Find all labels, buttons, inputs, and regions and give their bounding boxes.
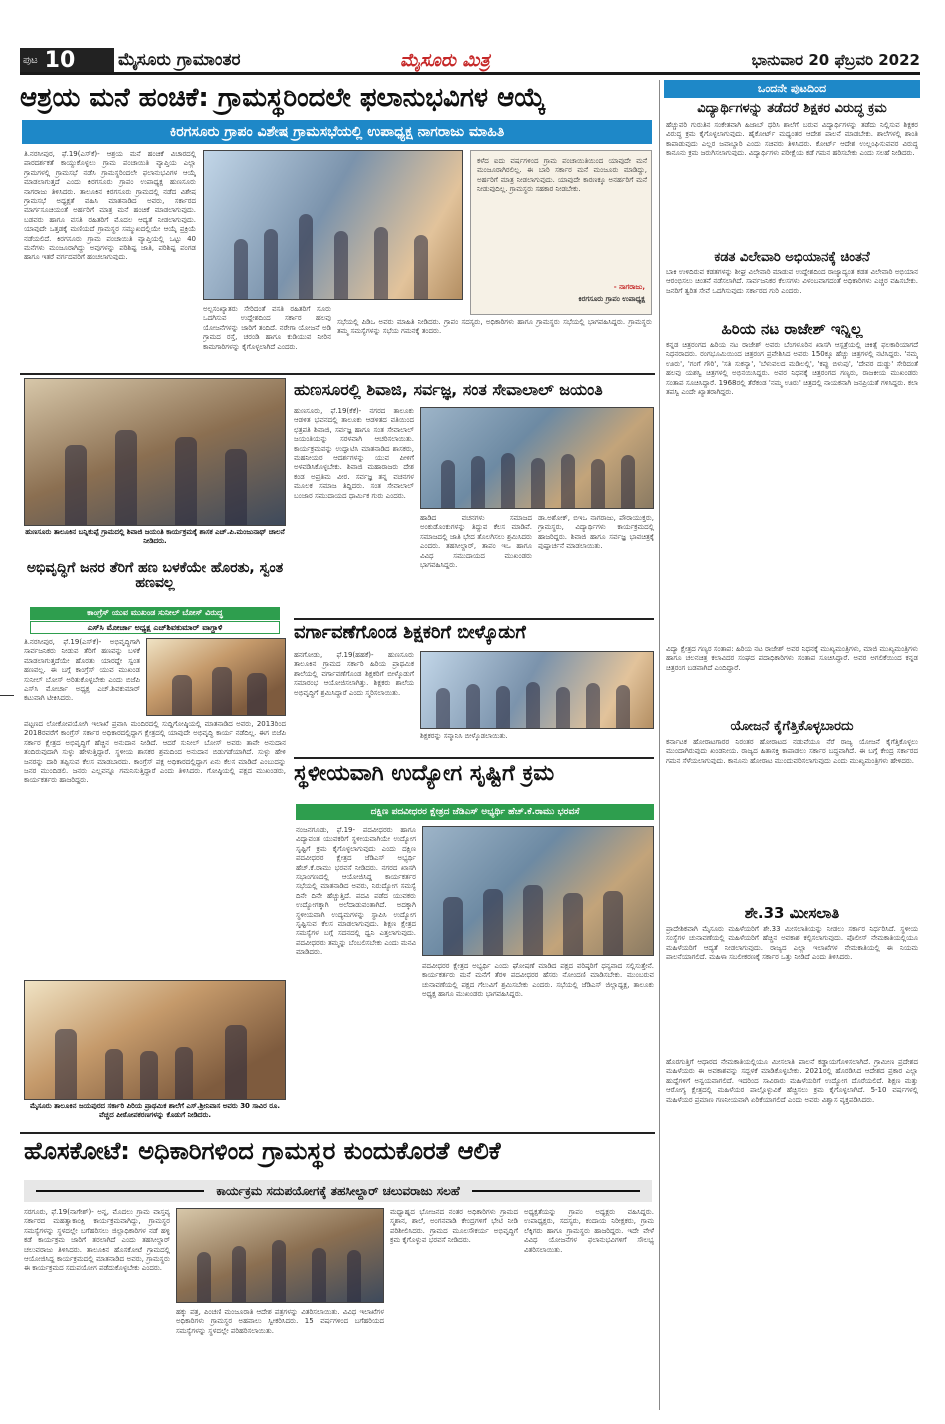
bottom-body-4: ಅಧ್ಯಕ್ಷತೆಯನ್ನು ಗ್ರಾಪಂ ಅಧ್ಯಕ್ಷರು ವಹಿಸಿದ್ದರು. ಉಪಾಧ್ಯಕ್ಷರು, ಸದಸ್ಯರು, ಕಂದಾಯ ನಿರೀಕ್ಷಕರು, ಗ್ರಾಮ ಲೆಕ್ಕಿಗರು ಹಾಗೂ ಗ್ರಾಮಸ್ಥರು ಹಾಜರಿದ್ದರು. ಇದೇ ವೇಳೆ ವಿವಿಧ ಯೋಜನೆಗಳ ಫಲಾನುಭವಿಗಳಿಗೆ ಸೌಲಭ್ಯ ವಿತರಿಸಲಾಯಿತು. bbox=[524, 1208, 654, 1254]
photo-caption-2: ಮೈಸೂರು ತಾಲೂಕಿನ ಜಯಪುರದ ಸರ್ಕಾರಿ ಪಿರಿಯ ಪ್ರಾಥಮಿಕ ಶಾಲೆಗೆ ಎಸ್.ಶ್ರೀನಿವಾಸ ಅವರು 30 ಸಾವಿರ ರೂ. ವೆಚ್ಚದ ಪೀಠೋಪಕರಣಗಳನ್ನು ಕೊಡುಗೆ ನೀಡಿದರು. bbox=[29, 1102, 281, 1119]
column-divider bbox=[659, 80, 660, 1410]
lead-subhead: ಕಿರಗಸೂರು ಗ್ರಾಪಂ ವಿಶೇಷ ಗ್ರಾಮಸಭೆಯಲ್ಲಿ ಉಪಾಧ್ಯಕ್ಷ ನಾಗರಾಜು ಮಾಹಿತಿ bbox=[22, 120, 652, 144]
lead-body-1: ತಿ.ನರಸೀಪುರ, ಫೆ.19(ಎಸ್‌ಕೆ)- ಆಶ್ರಯ ಮನೆ ಹಂಚಿಕೆ ವಿಚಾರದಲ್ಲಿ ಪಾರದರ್ಶಕತೆ ಕಾಯ್ದುಕೊಳ್ಳಲು ಗ್ರಾಮ ಪಂಚಾಯಿತಿ ವ್ಯಾಪ್ತಿಯ ಎಲ್ಲಾ ಗ್ರಾಮಗಳಲ್ಲಿ ಗ್ರಾಮಸಭೆ ನಡೆಸಿ ಗ್ರಾಮಸ್ಥರಿಂದಲೇ ಫಲಾನುಭವಿಗಳ ಆಯ್ಕೆ ಮಾಡಲಾಗುತ್ತದೆ ಎಂದು ಕಿರಗಸೂರು ಗ್ರಾಪಂ ಉಪಾಧ್ಯಕ್ಷ ಹುಣಸೂರು ನಾಗರಾಜು ತಿಳಿಸಿದರು. ತಾಲೂಕಿನ ಕಿರಗಸೂರು ಗ್ರಾಮದಲ್ಲಿ ನಡೆದ ವಿಶೇಷ ಗ್ರಾಮಸಭೆ ಅಧ್ಯಕ್ಷತೆ ವಹಿಸಿ ಮಾತನಾಡಿದ ಅವರು, ಸರ್ಕಾರದ ಮಾರ್ಗಸೂಚಿಯಂತೆ ಅರ್ಹರಿಗೆ ಮಾತ್ರ ಮನೆ ಹಂಚಿಕೆ ಮಾಡಲಾಗುವುದು. ಬಡವರು ಹಾಗೂ ವಸತಿ ರಹಿತರಿಗೆ ಮೊದಲ ಆದ್ಯತೆ ನೀಡಲಾಗುವುದು. ಯಾವುದೇ ಒತ್ತಡಕ್ಕೆ ಮಣಿಯದೆ ಗ್ರಾಮಸ್ಥರ ಸಮ್ಮುಖದಲ್ಲಿಯೇ ಆಯ್ಕೆ ಪ್ರಕ್ರಿಯೆ ನಡೆಯಲಿದೆ. ಕಿರಗಸೂರು ಗ್ರಾಮ ಪಂಚಾಯಿತಿ ವ್ಯಾಪ್ತಿಯಲ್ಲಿ ಒಟ್ಟು 40 ಮನೆಗಳು ಮಂಜೂರಾಗಿದ್ದು ಅವುಗಳನ್ನು ಪರಿಶಿಷ್ಟ ಜಾತಿ, ಪರಿಶಿಷ್ಟ ಪಂಗಡ ಹಾಗೂ ಇತರೆ ವರ್ಗದವರಿಗೆ ಹಂಚಲಾಗುವುದು. bbox=[24, 150, 196, 262]
story3-tag-2: ಎಸ್‌ಸಿ ಮೋರ್ಚಾ ಅಧ್ಯಕ್ಷ ಎಚ್‌ಶಿವಕುಮಾರ್ ವಾಗ್ದಾಳಿ bbox=[30, 621, 280, 634]
edge-mark bbox=[0, 695, 14, 696]
bottom-body-2: ಹಕ್ಕು ಪತ್ರ, ಪಿಂಚಣಿ ಮಂಜೂರಾತಿ ಆದೇಶ ಪತ್ರಗಳನ್ನು ವಿತರಿಸಲಾಯಿತು. ವಿವಿಧ ಇಲಾಖೆಗಳ ಅಧಿಕಾರಿಗಳು ಗ್ರಾಮಸ್ಥರ ಅಹವಾಲು ಸ್ವೀಕರಿಸಿದರು. 15 ವರ್ಷಗಳಿಂದ ಬಗೆಹರಿಯದ ಸಮಸ್ಯೆಗಳನ್ನು ಸ್ಥಳದಲ್ಲೇ ಪರಿಹರಿಸಲಾಯಿತು. bbox=[176, 1308, 384, 1335]
quote-role: ಕಿರಗಸೂರು ಗ್ರಾಪಂ ಉಪಾಧ್ಯಕ್ಷ bbox=[578, 295, 645, 303]
paper-logo: ಮೈಸೂರು ಮಿತ್ರ bbox=[400, 49, 490, 71]
story5-top-rule bbox=[294, 757, 654, 759]
right-body-3b: ವಿದ್ಯಾ ಕ್ಷೇತ್ರದ ಗಣ್ಯರ ಸಂತಾಪ: ಹಿರಿಯ ನಟ ರಾಜೇಶ್ ಅವರ ನಿಧನಕ್ಕೆ ಮುಖ್ಯಮಂತ್ರಿಗಳು, ಮಾಜಿ ಮುಖ್ಯಮಂತ್ರಿಗಳು ಹಾಗೂ ಚಲನಚಿತ್ರ ಕಲಾವಿದರ ಸಂಘದ ಪದಾಧಿಕಾರಿಗಳು ಸಂತಾಪ ಸೂಚಿಸಿದ್ದಾರೆ. ಅವರ ಅಗಲಿಕೆಯಿಂದ ಕನ್ನಡ ಚಿತ್ರರಂಗ ಬಡವಾಗಿದೆ ಎಂದಿದ್ದಾರೆ. bbox=[666, 645, 918, 672]
story3-body-1: ತಿ.ನರಸೀಪುರ, ಫೆ.19(ಎಸ್‌ಕೆ)- ಅಭಿವೃದ್ಧಿಗಾಗಿ ಸಾರ್ವಜನಿಕರು ನೀಡುವ ತೆರಿಗೆ ಹಣವನ್ನು ಬಳಕೆ ಮಾಡಲಾಗುತ್ತದೆಯೇ ಹೊರತು ಯಾರದ್ದೇ ಸ್ವಂತ ಹಣವಲ್ಲ. ಈ ಬಗ್ಗೆ ಕಾಂಗ್ರೆಸ್ ಯುವ ಮುಖಂಡ ಸುನೀಲ್ ಬೋಸ್ ಅರಿತುಕೊಳ್ಳಬೇಕು ಎಂದು ಬಿಜೆಪಿ ಎಸ್‌ಸಿ ಮೋರ್ಚಾ ಅಧ್ಯಕ್ಷ ಎಚ್.ಶಿವಕುಮಾರ್ ಕಟುವಾಗಿ ಟೀಕಿಸಿದರು. bbox=[24, 638, 140, 703]
bottom-subhead: ಕಾರ್ಯಕ್ರಮ ಸದುಪಯೋಗಕ್ಕೆ ತಹಸೀಲ್ದಾರ್ ಚಲುವರಾಜು ಸಲಹೆ bbox=[216, 1183, 460, 1198]
page-number: 10 bbox=[44, 47, 76, 73]
right-headline-3: ಹಿರಿಯ ನಟ ರಾಜೇಶ್ ಇನ್ನಿಲ್ಲ bbox=[721, 320, 863, 338]
right-headline-2: ಕಡತ ವಿಲೇವಾರಿ ಅಭಿಯಾನಕ್ಕೆ ಚಿಂತನೆ bbox=[714, 250, 870, 265]
shivaji-photo bbox=[24, 378, 286, 526]
masthead-rule bbox=[20, 72, 920, 75]
right-headline-1: ವಿದ್ಯಾರ್ಥಿಗಳನ್ನು ತಡೆದರೆ ಶಿಕ್ಷಕರ ವಿರುದ್ಧ ಕ್ರಮ bbox=[697, 101, 887, 116]
story4-body-1: ಹನಗೋಡು, ಫೆ.19(ಹಹಕೆ)- ಹುಣಸೂರು ತಾಲೂಕಿನ ಗ್ರಾಮದ ಸರ್ಕಾರಿ ಹಿರಿಯ ಪ್ರಾಥಮಿಕ ಶಾಲೆಯಲ್ಲಿ ವರ್ಗಾವಣೆಗೊಂಡ ಶಿಕ್ಷಕರಿಗೆ ಬೀಳ್ಕೊಡುಗೆ ಸಮಾರಂಭ ಆಯೋಜಿಸಲಾಗಿತ್ತು. ಶಿಕ್ಷಕರು ಶಾಲೆಯ ಅಭಿವೃದ್ಧಿಗೆ ಶ್ರಮಿಸಿದ್ದಾರೆ ಎಂದು ಸ್ಮರಿಸಲಾಯಿತು. bbox=[294, 651, 414, 697]
lead-quote: ಕಳೆದ ಐದು ವರ್ಷಗಳಿಂದ ಗ್ರಾಮ ಪಂಚಾಯಿತಿಯಿಂದ ಯಾವುದೇ ಮನೆ ಮಂಜೂರಾಗಿರಲಿಲ್ಲ. ಈ ಬಾರಿ ಸರ್ಕಾರ ಮನೆ ಮಂಜೂರು ಮಾಡಿದ್ದು, ಅರ್ಹರಿಗೆ ಮಾತ್ರ ನೀಡಲಾಗುವುದು. ಯಾವುದೇ ಕಾರಣಕ್ಕೂ ಅನರ್ಹರಿಗೆ ಮನೆ ನೀಡುವುದಿಲ್ಲ. ಗ್ರಾಮಸ್ಥರು ಸಹಕಾರ ನೀಡಬೇಕು. bbox=[477, 157, 647, 194]
subhead-dash-left bbox=[36, 1190, 204, 1192]
right-body-4: ಕರ್ನಾಟಕ ಹೋರಾಟಗಾರರ ನಿರಂತರ ಹೋರಾಟದ ನಡುವೆಯೂ ನೆರೆ ರಾಜ್ಯ ಯೋಜನೆ ಕೈಗೆತ್ತಿಕೊಳ್ಳಲು ಮುಂದಾಗಿರುವುದು ಖಂಡನೀಯ. ರಾಜ್ಯದ ಹಿತಾಸಕ್ತಿ ಕಾಪಾಡಲು ಸರ್ಕಾರ ಬದ್ಧವಾಗಿದೆ. ಈ ಬಗ್ಗೆ ಕೇಂದ್ರ ಸರ್ಕಾರದ ಗಮನ ಸೆಳೆಯಲಾಗುವುದು. ಕಾನೂನು ಹೋರಾಟ ಮುಂದುವರಿಸಲಾಗುವುದು ಎಂದು ಮುಖ್ಯಮಂತ್ರಿಗಳು ಹೇಳಿದರು. bbox=[666, 738, 918, 765]
story3-photo bbox=[146, 638, 286, 716]
bottom-top-rule bbox=[20, 1132, 655, 1134]
story2-headline: ಹುಣಸೂರಲ್ಲಿ ಶಿವಾಜಿ, ಸರ್ವಜ್ಞ, ಸಂತ ಸೇವಾಲಾಲ್ ಜಯಂತಿ bbox=[294, 381, 603, 399]
story4-headline: ವರ್ಗಾವಣೆಗೊಂಡ ಶಿಕ್ಷಕರಿಗೆ ಬೀಳ್ಕೊಡುಗೆ bbox=[294, 623, 526, 643]
story5-photo bbox=[422, 826, 654, 956]
right-body-5: ಪ್ರಾದೇಶಿಕವಾಗಿ ಮೈಸೂರು ಮಹಿಳೆಯರಿಗೆ ಶೇ.33 ಮೀಸಲಾತಿಯನ್ನು ನೀಡಲು ಸರ್ಕಾರ ನಿರ್ಧರಿಸಿದೆ. ಸ್ಥಳೀಯ ಸಂಸ್ಥೆಗಳ ಚುನಾವಣೆಯಲ್ಲಿ ಮಹಿಳೆಯರಿಗೆ ಹೆಚ್ಚಿನ ಅವಕಾಶ ಕಲ್ಪಿಸಲಾಗುವುದು. ಪೊಲೀಸ್ ನೇಮಕಾತಿಯಲ್ಲಿಯೂ ಮಹಿಳೆಯರಿಗೆ ಆದ್ಯತೆ ನೀಡಲಾಗುವುದು. ರಾಜ್ಯದ ಎಲ್ಲಾ ಇಲಾಖೆಗಳ ನೇಮಕಾತಿಯಲ್ಲಿ ಈ ನಿಯಮ ಪಾಲನೆಯಾಗಲಿದೆ. ಮಹಿಳಾ ಸಬಲೀಕರಣಕ್ಕೆ ಸರ್ಕಾರ ಒತ್ತು ನೀಡಿದೆ ಎಂದು ತಿಳಿಸಿದರು. bbox=[666, 925, 918, 962]
page-number-box bbox=[20, 48, 114, 72]
lead-quote-box bbox=[470, 150, 652, 315]
right-top-bar: ಒಂದನೇ ಪುಟದಿಂದ bbox=[664, 80, 920, 98]
right-body-2: ಬಾಕಿ ಉಳಿದಿರುವ ಕಡತಗಳನ್ನು ಶೀಘ್ರ ವಿಲೇವಾರಿ ಮಾಡುವ ಉದ್ದೇಶದಿಂದ ರಾಜ್ಯಾದ್ಯಂತ ಕಡತ ವಿಲೇವಾರಿ ಅಭಿಯಾನ ಆರಂಭಿಸಲು ಚಿಂತನೆ ನಡೆಸಲಾಗಿದೆ. ಸಾರ್ವಜನಿಕರ ಕೆಲಸಗಳು ವಿಳಂಬವಾಗದಂತೆ ಅಧಿಕಾರಿಗಳು ಎಚ್ಚರ ವಹಿಸಬೇಕು. ಜನರಿಗೆ ತ್ವರಿತ ಸೇವೆ ಒದಗಿಸುವುದು ಸರ್ಕಾರದ ಗುರಿ ಎಂದರು. bbox=[666, 268, 918, 295]
story4-top-rule bbox=[294, 618, 654, 620]
right-body-5b: ಹೊರಗುತ್ತಿಗೆ ಆಧಾರದ ನೇಮಕಾತಿಯಲ್ಲಿಯೂ ಮೀಸಲಾತಿ ಪಾಲನೆ ಕಡ್ಡಾಯಗೊಳಿಸಲಾಗಿದೆ. ಗ್ರಾಮೀಣ ಪ್ರದೇಶದ ಮಹಿಳೆಯರು ಈ ಅವಕಾಶವನ್ನು ಸದ್ಬಳಕೆ ಮಾಡಿಕೊಳ್ಳಬೇಕು. 2021ರಲ್ಲಿ ಹೊರಡಿಸಿದ ಆದೇಶದ ಪ್ರಕಾರ ಎಲ್ಲಾ ಹುದ್ದೆಗಳಿಗೆ ಅನ್ವಯವಾಗಲಿದೆ. ಇದರಿಂದ ಸಾವಿರಾರು ಮಹಿಳೆಯರಿಗೆ ಉದ್ಯೋಗ ದೊರೆಯಲಿದೆ. ಶಿಕ್ಷಣ ಮತ್ತು ಆರೋಗ್ಯ ಕ್ಷೇತ್ರದಲ್ಲಿ ಮಹಿಳೆಯರ ಪಾಲ್ಗೊಳ್ಳುವಿಕೆ ಹೆಚ್ಚಿಸಲು ಕ್ರಮ ಕೈಗೊಳ್ಳಲಾಗಿದೆ. 5-10 ವರ್ಷಗಳಲ್ಲಿ ಮಹಿಳೆಯರ ಪ್ರಮಾಣ ಗಣನೀಯವಾಗಿ ಏರಿಕೆಯಾಗಲಿದೆ ಎಂದು ಅವರು ವಿಶ್ವಾಸ ವ್ಯಕ್ತಪಡಿಸಿದರು. bbox=[666, 1058, 918, 1104]
lead-body-col1 bbox=[24, 150, 196, 370]
story3-tag-1: ಕಾಂಗ್ರೆಸ್ ಯುವ ಮುಖಂಡ ಸುನೀಲ್ ಬೋಸ್ ವಿರುದ್ಧ bbox=[30, 607, 280, 620]
bottom-body-3: ಮಧ್ಯಾಹ್ನದ ಭೋಜನದ ನಂತರ ಅಧಿಕಾರಿಗಳು ಗ್ರಾಮದ ಸ್ಮಶಾನ, ಶಾಲೆ, ಅಂಗನವಾಡಿ ಕೇಂದ್ರಗಳಿಗೆ ಭೇಟಿ ನೀಡಿ ಪರಿಶೀಲಿಸಿದರು. ಗ್ರಾಮದ ಮೂಲಸೌಕರ್ಯ ಅಭಿವೃದ್ಧಿಗೆ ಕ್ರಮ ಕೈಗೊಳ್ಳುವ ಭರವಸೆ ನೀಡಿದರು. bbox=[390, 1208, 518, 1245]
story2-body-2: ಹಾಡಿದ ವಚನಗಳು ಸಮಾಜದ ಅಂಕುಡೊಂಕುಗಳನ್ನು ತಿದ್ದುವ ಕೆಲಸ ಮಾಡಿವೆ. ಸಮಾಜದಲ್ಲಿ ಜಾತಿ ಭೇದ ತೊಲಗಿಸಲು ಶ್ರಮಿಸಿದರು ಎಂದರು. ತಹಸೀಲ್ದಾರ್, ತಾಪಂ ಇಒ ಹಾಗೂ ವಿವಿಧ ಸಮುದಾಯದ ಮುಖಂಡರು ಭಾಗವಹಿಸಿದ್ದರು. bbox=[420, 514, 532, 570]
page-label: ಪುಟ bbox=[23, 54, 38, 66]
story5-body-1: ನಂಜನಗೂಡು, ಫೆ.19- ಪದವೀಧರರು ಹಾಗೂ ವಿದ್ಯಾವಂತ ಯುವಕರಿಗೆ ಸ್ಥಳೀಯವಾಗಿಯೇ ಉದ್ಯೋಗ ಸೃಷ್ಟಿಗೆ ಕ್ರಮ ಕೈಗೊಳ್ಳಲಾಗುವುದು ಎಂದು ದಕ್ಷಿಣ ಪದವೀಧರರ ಕ್ಷೇತ್ರದ ಜೆಡಿಎಸ್ ಅಭ್ಯರ್ಥಿ ಹೆಚ್.ಕೆ.ರಾಮು ಭರವಸೆ ನೀಡಿದರು. ನಗರದ ಖಾಸಗಿ ಸಭಾಂಗಣದಲ್ಲಿ ಆಯೋಜಿಸಿದ್ದ ಕಾರ್ಯಕರ್ತರ ಸಭೆಯಲ್ಲಿ ಮಾತನಾಡಿದ ಅವರು, ನಿರುದ್ಯೋಗ ಸಮಸ್ಯೆ ದಿನೇ ದಿನೇ ಹೆಚ್ಚುತ್ತಿದೆ. ಪದವಿ ಪಡೆದ ಯುವಕರು ಉದ್ಯೋಗಕ್ಕಾಗಿ ಅಲೆದಾಡುವಂತಾಗಿದೆ. ಅದಕ್ಕಾಗಿ ಸ್ಥಳೀಯವಾಗಿ ಉದ್ಯಮಗಳನ್ನು ಸ್ಥಾಪಿಸಿ ಉದ್ಯೋಗ ಸೃಷ್ಟಿಸುವ ಕೆಲಸ ಮಾಡಲಾಗುವುದು. ಶಿಕ್ಷಣ ಕ್ಷೇತ್ರದ ಸಮಸ್ಯೆಗಳ ಬಗ್ಗೆ ಸದನದಲ್ಲಿ ಧ್ವನಿ ಎತ್ತಲಾಗುವುದು. ಪದವೀಧರರು ತಮ್ಮನ್ನು ಬೆಂಬಲಿಸಬೇಕು ಎಂದು ಮನವಿ ಮಾಡಿದರು. bbox=[296, 826, 416, 957]
lead-headline: ಆಶ್ರಯ ಮನೆ ಹಂಚಿಕೆ: ಗ್ರಾಮಸ್ಥರಿಂದಲೇ ಫಲಾನುಭವಿಗಳ ಆಯ್ಕೆ bbox=[20, 84, 546, 113]
bottom-subhead-bar bbox=[24, 1180, 652, 1202]
right-headline-4: ಯೋಜನೆ ಕೈಗೆತ್ತಿಕೊಳ್ಳಬಾರದು bbox=[730, 719, 854, 734]
lead-body-2: ಅಲ್ಪಸಂಖ್ಯಾತರು ಸೇರಿದಂತೆ ವಸತಿ ರಹಿತರಿಗೆ ಸೂರು ಒದಗಿಸುವ ಉದ್ದೇಶದಿಂದ ಸರ್ಕಾರ ಹಲವು ಯೋಜನೆಗಳನ್ನು ಜಾರಿಗೆ ತಂದಿದೆ. ನರೇಗಾ ಯೋಜನೆ ಅಡಿ ಗ್ರಾಮದ ರಸ್ತೆ, ಚರಂಡಿ ಹಾಗೂ ಕುಡಿಯುವ ನೀರಿನ ಕಾಮಗಾರಿಗಳನ್ನು ಕೈಗೊಳ್ಳಲಾಗಿದೆ ಎಂದರು. bbox=[203, 305, 331, 351]
lead-photo bbox=[203, 150, 463, 300]
bottom-headline: ಹೊಸಕೋಟೆ: ಅಧಿಕಾರಿಗಳಿಂದ ಗ್ರಾಮಸ್ಥರ ಕುಂದುಕೊರತೆ ಆಲಿಕೆ bbox=[24, 1138, 501, 1165]
section-name: ಮೈಸೂರು ಗ್ರಾಮಾಂತರ bbox=[118, 50, 241, 70]
quote-signature: - ನಾಗರಾಜು, bbox=[613, 283, 645, 291]
bottom-photo bbox=[176, 1208, 384, 1303]
story3-headline: ಅಭಿವೃದ್ಧಿಗೆ ಜನರ ತೆರಿಗೆ ಹಣ ಬಳಕೆಯೇ ಹೊರತು, ಸ್ವಂತ ಹಣವಲ್ಲ bbox=[26, 561, 284, 592]
bottom-body-1: ಸರಗೂರು, ಫೆ.19(ನಾಗೇಶ್)- ಅನ್ನ, ಮೊದಲು ಗ್ರಾಮ ವಾಸ್ತವ್ಯ ಸರ್ಕಾರದ ಮಹತ್ವಾಕಾಂಕ್ಷಿ ಕಾರ್ಯಕ್ರಮವಾಗಿದ್ದು, ಗ್ರಾಮಸ್ಥರ ಸಮಸ್ಯೆಗಳನ್ನು ಸ್ಥಳದಲ್ಲೇ ಬಗೆಹರಿಸಲು ಜಿಲ್ಲಾಧಿಕಾರಿಗಳ ನಡೆ ಹಳ್ಳಿ ಕಡೆ ಕಾರ್ಯಕ್ರಮ ಜಾರಿಗೆ ತರಲಾಗಿದೆ ಎಂದು ತಹಸೀಲ್ದಾರ್ ಚಲುವರಾಜು ತಿಳಿಸಿದರು. ತಾಲೂಕಿನ ಹೊಸಕೋಟೆ ಗ್ರಾಮದಲ್ಲಿ ಆಯೋಜಿಸಿದ್ದ ಕಾರ್ಯಕ್ರಮದಲ್ಲಿ ಮಾತನಾಡಿದ ಅವರು, ಗ್ರಾಮಸ್ಥರು ಈ ಕಾರ್ಯಕ್ರಮದ ಸದುಪಯೋಗ ಪಡೆದುಕೊಳ್ಳಬೇಕು ಎಂದರು. bbox=[24, 1208, 170, 1273]
story5-body-2: ಪದವೀಧರರ ಕ್ಷೇತ್ರದ ಅಭ್ಯರ್ಥಿ ಎಂದು ಘೋಷಣೆ ಮಾಡಿದ ಪಕ್ಷದ ವರಿಷ್ಠರಿಗೆ ಧನ್ಯವಾದ ಸಲ್ಲಿಸುತ್ತೇನೆ. ಕಾರ್ಯಕರ್ತರು ಮನೆ ಮನೆಗೆ ತೆರಳಿ ಪದವೀಧರರ ಹೆಸರು ನೋಂದಣಿ ಮಾಡಿಸಬೇಕು. ಮುಂಬರುವ ಚುನಾವಣೆಯಲ್ಲಿ ಪಕ್ಷದ ಗೆಲುವಿಗೆ ಶ್ರಮಿಸಬೇಕು ಎಂದರು. ಸಭೆಯಲ್ಲಿ ಜೆಡಿಎಸ್ ಜಿಲ್ಲಾಧ್ಯಕ್ಷ, ತಾಲೂಕು ಅಧ್ಯಕ್ಷ ಹಾಗೂ ಮುಖಂಡರು ಭಾಗವಹಿಸಿದ್ದರು. bbox=[422, 962, 654, 999]
story2-body-3: ಡಾ.ಅಶೋಕ್, ಬಿಇಒ ನಾಗರಾಜು, ಪೌರಾಯುಕ್ತರು, ಗ್ರಾಮಸ್ಥರು, ವಿದ್ಯಾರ್ಥಿಗಳು ಕಾರ್ಯಕ್ರಮದಲ್ಲಿ ಹಾಜರಿದ್ದರು. ಶಿವಾಜಿ ಹಾಗೂ ಸರ್ವಜ್ಞ ಭಾವಚಿತ್ರಕ್ಕೆ ಪುಷ್ಪಾರ್ಚನೆ ಮಾಡಲಾಯಿತು. bbox=[538, 514, 654, 551]
subhead-dash-right bbox=[472, 1190, 640, 1192]
lead-bottom-rule bbox=[20, 373, 655, 375]
right-body-1: ಹೆಚ್ಚುವರಿ ಗುರುತಿನ ಸಂಕೇತವಾಗಿ ಹಿಜಾಬ್ ಧರಿಸಿ ಶಾಲೆಗೆ ಬರುವ ವಿದ್ಯಾರ್ಥಿಗಳನ್ನು ತಡೆದು ನಿಲ್ಲಿಸುವ ಶಿಕ್ಷಕರ ವಿರುದ್ಧ ಕ್ರಮ ಕೈಗೊಳ್ಳಲಾಗುವುದು. ಹೈಕೋರ್ಟ್ ಮಧ್ಯಂತರ ಆದೇಶ ಪಾಲನೆ ಮಾಡಬೇಕು. ಶಾಲೆಗಳಲ್ಲಿ ಶಾಂತಿ ಕಾಪಾಡುವುದು ಎಲ್ಲರ ಜವಾಬ್ದಾರಿ ಎಂದು ಸಚಿವರು ತಿಳಿಸಿದರು. ಕೋರ್ಟ್ ಆದೇಶ ಉಲ್ಲಂಘಿಸುವವರ ವಿರುದ್ಧ ಕಾನೂನು ಕ್ರಮ ಜರುಗಿಸಲಾಗುವುದು. ವಿದ್ಯಾರ್ಥಿಗಳು ಪರೀಕ್ಷೆಯ ಕಡೆ ಗಮನ ಹರಿಸಬೇಕು ಎಂದು ಸಲಹೆ ನೀಡಿದರು. bbox=[666, 121, 918, 158]
lead-body-3: ಸಭೆಯಲ್ಲಿ ಪಿಡಿಒ ಅವರು ಮಾಹಿತಿ ನೀಡಿದರು. ಗ್ರಾಪಂ ಸದಸ್ಯರು, ಅಧಿಕಾರಿಗಳು ಹಾಗೂ ಗ್ರಾಮಸ್ಥರು ಸಭೆಯಲ್ಲಿ ಭಾಗವಹಿಸಿದ್ದರು. ಗ್ರಾಮಸ್ಥರು ತಮ್ಮ ಸಮಸ್ಯೆಗಳನ್ನು ಸಭೆಯ ಗಮನಕ್ಕೆ ತಂದರು. bbox=[337, 318, 652, 336]
story2-body-1: ಹುಣಸೂರು, ಫೆ.19(ಕೆಕೆ)- ನಗರದ ತಾಲೂಕು ಆಡಳಿತ ಭವನದಲ್ಲಿ ತಾಲೂಕು ಆಡಳಿತದ ವತಿಯಿಂದ ಛತ್ರಪತಿ ಶಿವಾಜಿ, ಸರ್ವಜ್ಞ ಹಾಗೂ ಸಂತ ಸೇವಾಲಾಲ್ ಜಯಂತಿಯನ್ನು ಸರಳವಾಗಿ ಆಚರಿಸಲಾಯಿತು. ಕಾರ್ಯಕ್ರಮವನ್ನು ಉದ್ಘಾಟಿಸಿ ಮಾತನಾಡಿದ ಶಾಸಕರು, ಮಹನೀಯರ ಆದರ್ಶಗಳನ್ನು ಯುವ ಪೀಳಿಗೆ ಅಳವಡಿಸಿಕೊಳ್ಳಬೇಕು. ಶಿವಾಜಿ ಮಹಾರಾಜರು ದೇಶ ಕಂಡ ಅಪ್ರತಿಮ ವೀರ. ಸರ್ವಜ್ಞ ತನ್ನ ವಚನಗಳ ಮೂಲಕ ಸಮಾಜ ತಿದ್ದಿದರು. ಸಂತ ಸೇವಾಲಾಲ್ ಬಂಜಾರ ಸಮುದಾಯದ ಧಾರ್ಮಿಕ ಗುರು ಎಂದರು. bbox=[294, 407, 414, 500]
photo-caption-1: ಹುಣಸೂರು ತಾಲೂಕಿನ ಬನ್ನಿಕುಪ್ಪೆ ಗ್ರಾಮದಲ್ಲಿ ಶಿವಾಜಿ ಜಯಂತಿ ಕಾರ್ಯಕ್ರಮಕ್ಕೆ ಶಾಸಕ ಎಚ್.ಪಿ.ಮಂಜುನಾಥ್ ಚಾಲನೆ ನೀಡಿದರು. bbox=[25, 528, 285, 545]
story5-headline: ಸ್ಥಳೀಯವಾಗಿ ಉದ್ಯೋಗ ಸೃಷ್ಟಿಗೆ ಕ್ರಮ bbox=[294, 762, 555, 786]
school-photo bbox=[24, 980, 286, 1100]
story4-caption: ಶಿಕ್ಷಕರನ್ನು ಸನ್ಮಾನಿಸಿ ಬೀಳ್ಕೊಡಲಾಯಿತು. bbox=[420, 732, 508, 740]
right-body-3: ಕನ್ನಡ ಚಿತ್ರರಂಗದ ಹಿರಿಯ ನಟ ರಾಜೇಶ್ ಅವರು ಬೆಂಗಳೂರಿನ ಖಾಸಗಿ ಆಸ್ಪತ್ರೆಯಲ್ಲಿ ಚಿಕಿತ್ಸೆ ಫಲಕಾರಿಯಾಗದೆ ನಿಧನರಾದರು. ರಂಗಭೂಮಿಯಿಂದ ಚಿತ್ರರಂಗ ಪ್ರವೇಶಿಸಿದ ಅವರು 150ಕ್ಕೂ ಹೆಚ್ಚು ಚಿತ್ರಗಳಲ್ಲಿ ನಟಿಸಿದ್ದರು. 'ನಮ್ಮ ಊರು', 'ಗಂಗೆ ಗೌರಿ', 'ಸತಿ ಸುಕನ್ಯಾ', 'ಬೆಳುವಲದ ಮಡಿಲಲ್ಲಿ', 'ಕಪ್ಪು ಬಿಳುಪು', 'ದೇವರ ದುಡ್ಡು' ಸೇರಿದಂತೆ ಹಲವು ಯಶಸ್ವಿ ಚಿತ್ರಗಳಲ್ಲಿ ಅಭಿನಯಿಸಿದ್ದರು. ಅವರ ನಿಧನಕ್ಕೆ ಚಿತ್ರರಂಗದ ಗಣ್ಯರು, ರಾಜಕೀಯ ಮುಖಂಡರು ಸಂತಾಪ ಸೂಚಿಸಿದ್ದಾರೆ. 1968ರಲ್ಲಿ ತೆರೆಕಂಡ 'ನಮ್ಮ ಊರು' ಚಿತ್ರದಲ್ಲಿ ನಾಯಕನಾಗಿ ಜನಪ್ರಿಯತೆ ಗಳಿಸಿದ್ದರು. ಕಲಾ ತಪಸ್ವಿ ಎಂದೇ ಖ್ಯಾತರಾಗಿದ್ದರು. bbox=[666, 341, 918, 397]
story4-photo bbox=[420, 651, 654, 729]
right-headline-5: ಶೇ.33 ಮೀಸಲಾತಿ bbox=[744, 904, 840, 922]
story5-subhead: ದಕ್ಷಿಣ ಪದವೀಧರರ ಕ್ಷೇತ್ರದ ಜೆಡಿಎಸ್ ಅಭ್ಯರ್ಥಿ ಹೆಚ್.ಕೆ.ರಾಮು ಭರವಸೆ bbox=[296, 804, 654, 820]
story3-body-2: ಪಟ್ಟಣದ ಲೋಕೋಪಯೋಗಿ ಇಲಾಖೆ ಪ್ರವಾಸಿ ಮಂದಿರದಲ್ಲಿ ಸುದ್ದಿಗೋಷ್ಠಿಯಲ್ಲಿ ಮಾತನಾಡಿದ ಅವರು, 2013ರಿಂದ 2018ರವರೆಗೆ ಕಾಂಗ್ರೆಸ್ ಸರ್ಕಾರ ಅಧಿಕಾರದಲ್ಲಿದ್ದಾಗ ಕ್ಷೇತ್ರದಲ್ಲಿ ಯಾವುದೇ ಅಭಿವೃದ್ಧಿ ಕಾರ್ಯ ನಡೆದಿಲ್ಲ. ಈಗ ಬಿಜೆಪಿ ಸರ್ಕಾರ ಕ್ಷೇತ್ರದ ಅಭಿವೃದ್ಧಿಗೆ ಹೆಚ್ಚಿನ ಅನುದಾನ ನೀಡಿದೆ. ಆದರೆ ಸುನೀಲ್ ಬೋಸ್ ಅವರು ತಾವೇ ಅನುದಾನ ತಂದಿರುವುದಾಗಿ ಸುಳ್ಳು ಹೇಳುತ್ತಿದ್ದಾರೆ. ಸ್ಥಳೀಯ ಶಾಸಕರ ಶ್ರಮದಿಂದ ಅನುದಾನ ಬಿಡುಗಡೆಯಾಗಿದೆ. ಸುಳ್ಳು ಹೇಳಿ ಜನರನ್ನು ದಾರಿ ತಪ್ಪಿಸುವ ಕೆಲಸ ಮಾಡಬಾರದು. ಕಾಂಗ್ರೆಸ್ ಪಕ್ಷ ಅಧಿಕಾರದಲ್ಲಿದ್ದಾಗ ಏನು ಕೆಲಸ ಮಾಡಿದೆ ಎಂಬುದನ್ನು ಜನರ ಮುಂದಿಡಲಿ. ಜನರು ಎಲ್ಲವನ್ನೂ ಗಮನಿಸುತ್ತಿದ್ದಾರೆ ಎಂದು ತಿಳಿಸಿದರು. ಗೋಷ್ಠಿಯಲ್ಲಿ ಪಕ್ಷದ ಮುಖಂಡರು, ಕಾರ್ಯಕರ್ತರು ಹಾಜರಿದ್ದರು. bbox=[24, 720, 286, 785]
story2-photo bbox=[420, 407, 654, 509]
issue-date: ಭಾನುವಾರ 20 ಫೆಬ್ರವರಿ 2022 bbox=[751, 51, 920, 69]
